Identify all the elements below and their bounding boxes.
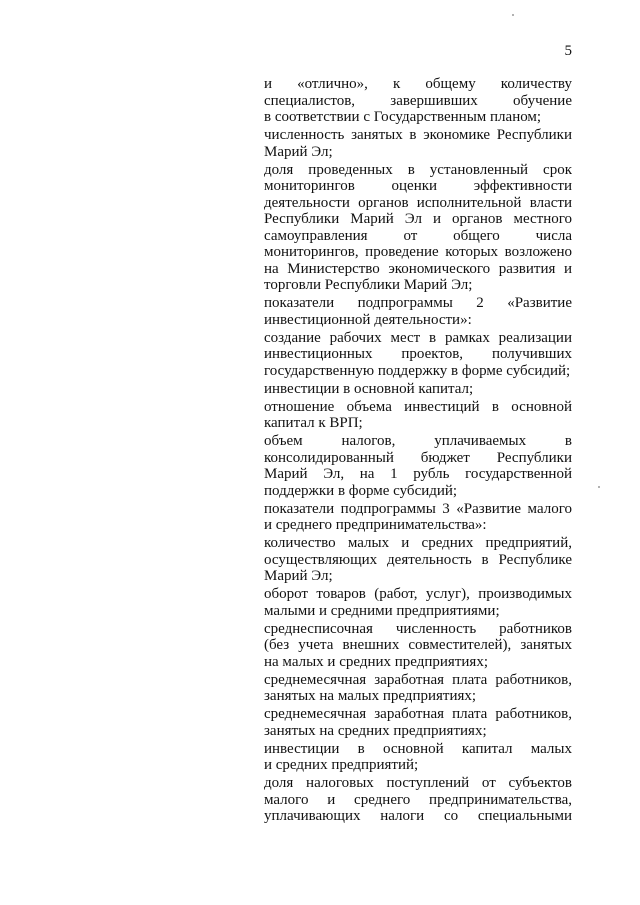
paragraph <box>264 127 572 160</box>
body-text <box>264 76 572 826</box>
paragraph <box>264 501 572 534</box>
text-line: объем налогов, уплачиваемых в <box>264 433 572 449</box>
text-line: на малых и средних предприятиях; <box>264 653 488 670</box>
paragraph <box>264 741 572 774</box>
paragraph <box>264 672 572 705</box>
page-number: 5 <box>564 43 572 59</box>
paragraph <box>264 775 572 825</box>
text-line: доля налоговых поступлений от субъектов <box>264 775 572 791</box>
scan-speck <box>598 486 600 488</box>
paragraph <box>264 381 572 398</box>
text-line: в соответствии с Государственным планом; <box>264 109 542 125</box>
paragraph <box>264 76 572 126</box>
paragraph <box>264 433 572 499</box>
text-line: инвестиции в основной капитал; <box>264 380 474 397</box>
text-line: Марий Эл; <box>264 568 333 584</box>
text-line: малого и среднего предпринимательства, <box>264 791 572 808</box>
text-line: Марий Эл; <box>264 143 333 160</box>
text-line: на Министерство экономического развития и <box>264 260 572 277</box>
text-line: и средних предприятий; <box>264 757 419 773</box>
text-line: малыми и средними предприятиями; <box>264 602 500 619</box>
text-line: инвестиционных проектов, получивших <box>264 346 572 362</box>
paragraph <box>264 586 572 619</box>
paragraph <box>264 621 572 671</box>
text-line: инвестиционной деятельности»: <box>264 311 472 328</box>
text-line: самоуправления от общего числа <box>264 227 572 244</box>
text-line: капитал к ВРП; <box>264 415 363 431</box>
paragraph <box>264 706 572 739</box>
text-line: (без учета внешних совместителей), занятых <box>264 637 572 653</box>
text-line: среднемесячная заработная плата работников, <box>264 671 572 688</box>
text-line: осуществляющих деятельность в Республике <box>264 551 572 568</box>
text-line: численность занятых в экономике Республики <box>264 127 572 143</box>
text-line: уплачивающих налоги со специальными <box>264 808 572 824</box>
text-line: создание рабочих мест в рамках реализации <box>264 329 572 346</box>
text-line: деятельности органов исполнительной власти <box>264 194 572 211</box>
paragraph <box>264 399 572 432</box>
text-line: консолидированный бюджет Республики <box>264 449 572 466</box>
text-line: занятых на средних предприятиях; <box>264 722 487 739</box>
paragraph <box>264 535 572 585</box>
text-line: мониторингов, проведение которых возложено <box>264 244 572 260</box>
text-line: государственную поддержку в форме субсидий; <box>264 362 571 379</box>
text-line: и «отлично», к общему количеству <box>264 76 572 92</box>
text-line: доля проведенных в установленный срок <box>264 161 572 178</box>
text-line: и среднего предпринимательства»: <box>264 517 487 533</box>
scan-speck <box>512 14 514 16</box>
paragraph <box>264 162 572 294</box>
text-line: торговли Республики Марий Эл; <box>264 277 473 293</box>
text-line: отношение объема инвестиций в основной <box>264 398 572 415</box>
text-line: Республики Марий Эл и органов местного <box>264 211 572 227</box>
paragraph <box>264 295 572 328</box>
text-line: мониторингов оценки эффективности <box>264 178 572 194</box>
text-line: Марий Эл, на 1 рубль государственной <box>264 466 572 482</box>
text-line: показатели подпрограммы 3 «Развитие малого <box>264 500 572 517</box>
text-line: занятых на малых предприятиях; <box>264 688 477 704</box>
text-line: среднесписочная численность работников <box>264 620 572 637</box>
text-line: специалистов, завершивших обучение <box>264 92 572 109</box>
text-line: поддержки в форме субсидий; <box>264 482 458 499</box>
paragraph <box>264 330 572 380</box>
text-line: количество малых и средних предприятий, <box>264 535 572 551</box>
text-line: инвестиции в основной капитал малых <box>264 740 572 757</box>
text-line: оборот товаров (работ, услуг), производимых <box>264 586 572 602</box>
text-line: среднемесячная заработная плата работников, <box>264 706 572 722</box>
text-line: показатели подпрограммы 2 «Развитие <box>264 295 572 311</box>
